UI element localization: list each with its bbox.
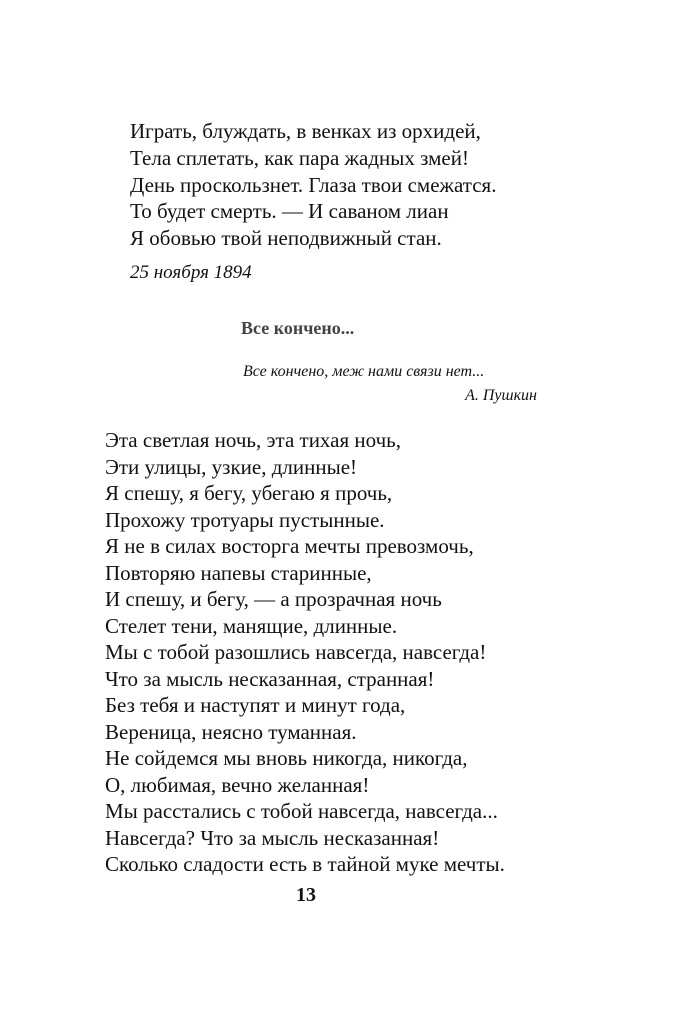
epigraph-quote: Все кончено, меж нами связи нет...: [243, 363, 485, 380]
poem-line: Сколько сладости есть в тайной муке мечты.: [105, 852, 505, 876]
poem-line: Тела сплетать, как пара жадных змей!: [130, 145, 469, 170]
poem-line: Стелет тени, манящие, длинные.: [105, 613, 398, 638]
poem-line: И спешу, и бегу, — а прозрачная ночь: [105, 587, 442, 611]
poem-line: Навсегда? Что за мысль несказанная!: [105, 825, 440, 850]
poem-line: Мы расстались с тобой навсегда, навсегда...: [105, 799, 498, 823]
poem-line: Вереница, неясно туманная.: [105, 719, 357, 744]
poem-line: О, любимая, вечно желанная!: [105, 772, 370, 797]
poem-title: Все кончено...: [241, 318, 355, 338]
poem-date: 25 ноября 1894: [130, 262, 252, 283]
poem-line: Прохожу тротуары пустынные.: [105, 507, 385, 532]
poem-line: Я не в силах восторга мечты превозмочь,: [105, 534, 474, 558]
poem-line: Мы с тобой разошлись навсегда, навсегда!: [105, 640, 487, 664]
poem-line: Без тебя и наступят и минут года,: [105, 693, 406, 717]
poem-line: Эти улицы, узкие, длинные!: [105, 454, 358, 479]
epigraph-author: А. Пушкин: [465, 387, 537, 404]
poem-line: Что за мысль несказанная, странная!: [105, 666, 435, 691]
poem-line: Повторяю напевы старинные,: [105, 560, 372, 585]
poem-line: Я обовью твой неподвижный стан.: [130, 226, 442, 251]
poem-line: Не сойдемся мы вновь никогда, никогда,: [105, 746, 468, 770]
poem-line: Играть, блуждать, в венках из орхидей,: [130, 119, 481, 143]
poem-line: То будет смерть. — И саваном лиан: [130, 199, 449, 224]
poem-continued-stanza: [130, 118, 496, 252]
page-number: 13: [296, 884, 316, 906]
poem-line: Эта светлая ночь, эта тихая ночь,: [105, 428, 401, 452]
epigraph: [243, 360, 537, 408]
poem-body: [105, 427, 505, 878]
poem-line: День проскользнет. Глаза твои смежатся.: [130, 172, 497, 197]
poem-line: Я спешу, я бегу, убегаю я прочь,: [105, 481, 393, 505]
